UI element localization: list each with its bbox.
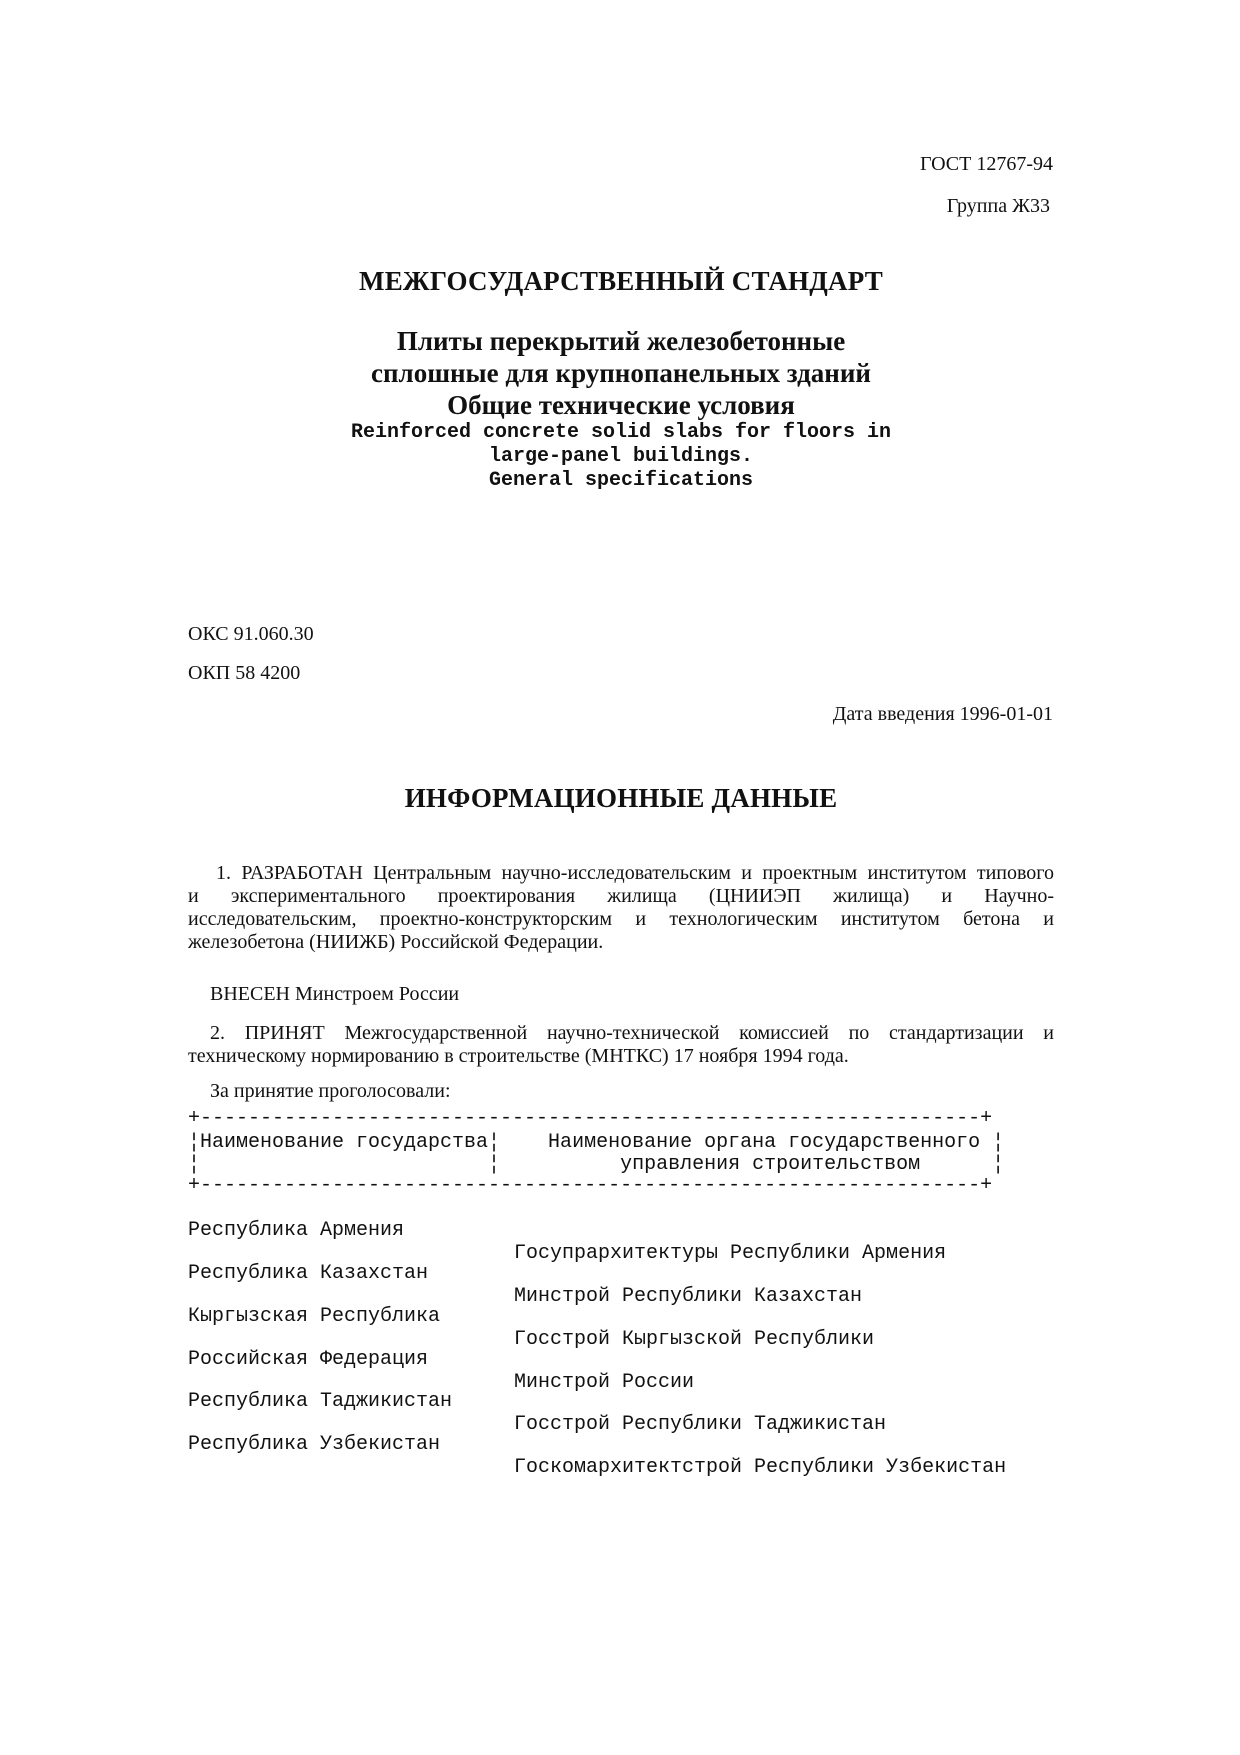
state-name: Российская Федерация	[188, 1348, 429, 1371]
paragraph-line	[188, 1022, 1054, 1045]
title-ru-line: Плиты перекрытий железобетонные	[396, 326, 846, 356]
paragraph-line-text: 1. РАЗРАБОТАН Центральным научно-исследовательским и проектным институтом типового	[216, 862, 1054, 884]
authority-name: Госстрой Кыргызской Республики	[514, 1328, 875, 1351]
state-name: Республика Таджикистан	[188, 1390, 453, 1413]
state-name: Кыргызская Республика	[188, 1305, 441, 1328]
authority-name: Минстрой России	[514, 1371, 695, 1394]
title-en	[188, 421, 1054, 493]
paragraph-line: техническому нормированию в строительстве (МНТКС) 17 ноября 1994 года.	[188, 1045, 849, 1067]
title-ru-line: Общие технические условия	[447, 390, 795, 420]
title-ru	[188, 325, 1054, 421]
standard-type-heading: МЕЖГОСУДАРСТВЕННЫЙ СТАНДАРТ	[359, 266, 883, 296]
table-header-line: ¦Наименование государства¦ Наименование органа государственного ¦	[188, 1131, 1005, 1154]
okp-code: ОКП 58 4200	[188, 662, 301, 684]
paragraph-line	[188, 862, 1054, 885]
authority-name: Минстрой Республики Казахстан	[514, 1285, 863, 1308]
paragraph-accepted	[188, 1022, 1054, 1068]
authority-name: Госупрархитектуры Республики Армения	[514, 1242, 947, 1265]
table-border-bottom: +-----------------------------------------------------------------+	[188, 1174, 993, 1197]
state-name: Республика Армения	[188, 1219, 405, 1242]
introduced-by: ВНЕСЕН Минстроем России	[210, 983, 460, 1005]
doc-group: Группа Ж33	[946, 195, 1050, 217]
title-en-line: General specifications	[488, 469, 754, 492]
oks-code: ОКС 91.060.30	[188, 623, 314, 645]
table-border-top: +-----------------------------------------------------------------+	[188, 1107, 993, 1130]
doc-number: ГОСТ 12767-94	[920, 153, 1053, 175]
table-row	[188, 1196, 947, 1265]
title-en-line: large-panel buildings.	[488, 445, 754, 468]
authority-name: Госстрой Республики Таджикистан	[514, 1413, 887, 1436]
state-name: Республика Узбекистан	[188, 1433, 441, 1456]
title-ru-line: сплошные для крупнопанельных зданий	[371, 358, 871, 388]
paragraph-developed	[188, 862, 1054, 954]
paragraph-line: исследовательским, проектно-конструкторским и технологическим институтом бетона и	[188, 908, 1054, 930]
paragraph-line: железобетона (НИИЖБ) Российской Федерации.	[188, 931, 604, 953]
authority-name: Госкомархитектстрой Республики Узбекистан	[514, 1456, 1007, 1479]
info-heading: ИНФОРМАЦИОННЫЕ ДАННЫЕ	[404, 783, 838, 813]
state-name: Республика Казахстан	[188, 1262, 429, 1285]
voted-label: За принятие проголосовали:	[210, 1080, 451, 1102]
paragraph-line-text: 2. ПРИНЯТ Межгосударственной научно-технической комиссией по стандартизации и	[210, 1022, 1054, 1044]
title-en-line: Reinforced concrete solid slabs for floors in	[350, 421, 892, 444]
intro-date: Дата введения 1996-01-01	[832, 703, 1053, 725]
table-header-line: ¦ ¦ управления строительством ¦	[188, 1153, 1005, 1176]
paragraph-line: и экспериментального проектирования жилища (ЦНИИЭП жилища) и Научно-	[188, 885, 1054, 907]
